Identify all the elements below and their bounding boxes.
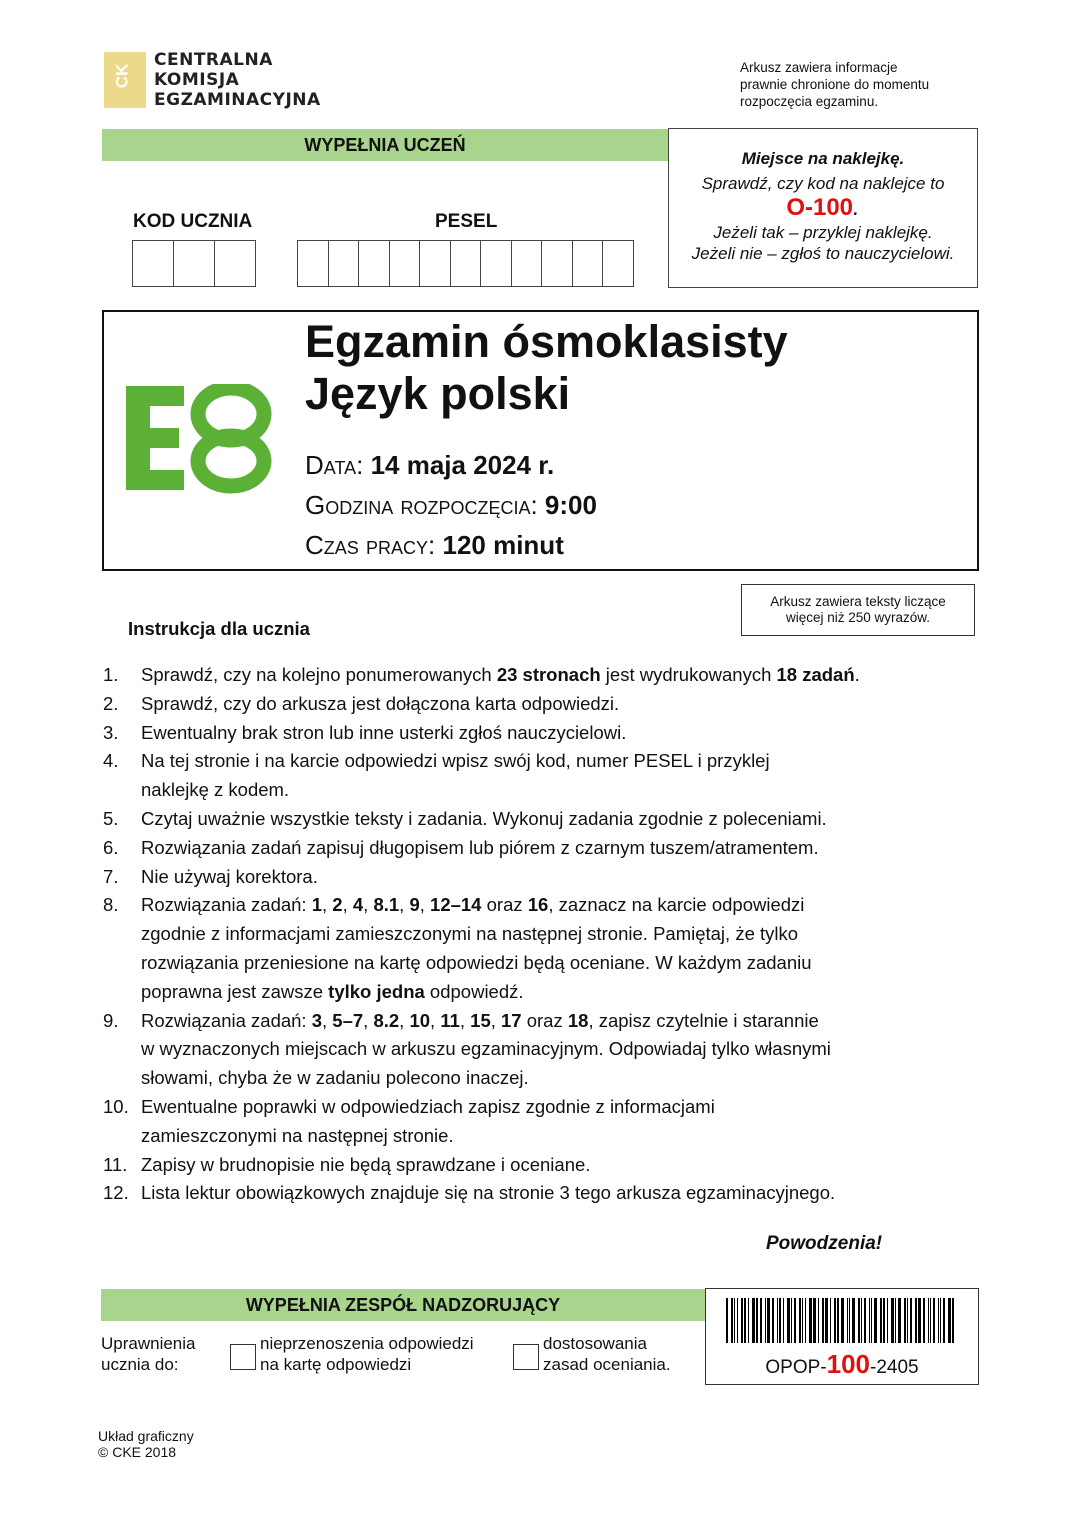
item-number: 10.	[103, 1095, 129, 1117]
text-segment: , zaznacz na karcie odpowiedzi	[548, 894, 805, 916]
barcode-bar	[904, 1298, 906, 1343]
digit-cell[interactable]	[542, 241, 573, 286]
barcode-bar	[918, 1298, 921, 1343]
barcode-bar	[928, 1298, 929, 1343]
instruction-item	[103, 690, 860, 719]
supervisors-section-bar: WYPEŁNIA ZESPÓŁ NADZORUJĄCY	[101, 1289, 705, 1321]
exam-duration: Czas pracy: 120 minut	[305, 530, 564, 560]
e8-logo	[124, 384, 274, 494]
barcode-bar	[910, 1298, 912, 1343]
text-segment: 8.1	[373, 894, 400, 916]
barcode-bar	[874, 1298, 877, 1343]
item-line	[141, 949, 812, 978]
exam-start-time: Godzina rozpoczęcia: 9:00	[305, 490, 597, 520]
barcode-bar	[830, 1298, 831, 1343]
exam-subject: Język polski	[305, 368, 571, 419]
text-segment: Rozwiązania zadań:	[141, 894, 312, 916]
text-segment: 12–14	[430, 894, 482, 916]
item-line	[141, 661, 860, 690]
item-number: 4.	[103, 750, 119, 772]
barcode-bar	[726, 1298, 728, 1343]
text-segment: Na tej stronie i na karcie odpowiedzi wpisz swój kod, numer PESEL i przyklej	[141, 750, 770, 772]
item-line	[141, 1122, 715, 1151]
item-line	[141, 1093, 715, 1122]
barcode-bar	[898, 1298, 901, 1343]
barcode-bar	[847, 1298, 848, 1343]
student-code-label: KOD UCZNIA	[133, 211, 253, 232]
item-number: 11.	[103, 1153, 128, 1175]
student-code-field[interactable]	[132, 240, 256, 287]
student-section-bar: WYPEŁNIA UCZEŃ	[102, 129, 668, 161]
item-line	[141, 776, 770, 805]
entitlements-label: Uprawnienia ucznia do:	[101, 1334, 196, 1374]
text-segment: 18 zadań	[776, 664, 855, 685]
digit-cell[interactable]	[512, 241, 543, 286]
barcode-bar	[787, 1298, 790, 1343]
text-segment: ,	[399, 1009, 410, 1031]
text-segment: oraz	[481, 894, 528, 916]
barcode-bar	[809, 1298, 812, 1343]
sticker-area: Miejsce na naklejkę. Sprawdź, czy kod na naklejce to O-100. Jeżeli tak – przyklej naklejkę. Jeżeli nie – zgłoś to nauczycielowi.	[668, 128, 978, 288]
exam-title: Egzamin ósmoklasisty	[305, 316, 788, 367]
item-number: 12.	[103, 1182, 129, 1204]
barcode-bar	[799, 1298, 801, 1343]
barcode-bar	[858, 1298, 860, 1343]
digit-cell[interactable]	[573, 241, 604, 286]
item-number: 2.	[103, 692, 119, 714]
text-segment: zgodnie z informacjami zamieszczonymi na następnej stronie. Pamiętaj, że tylko	[141, 923, 799, 945]
item-line	[141, 978, 812, 1007]
item-line	[141, 719, 626, 748]
text-segment: 4	[352, 894, 364, 916]
barcode-bar	[852, 1298, 855, 1343]
barcode-bar	[731, 1298, 733, 1343]
barcode-bar	[923, 1298, 925, 1343]
digit-cell[interactable]	[451, 241, 482, 286]
item-line	[141, 1007, 831, 1036]
barcode-bar	[818, 1298, 819, 1343]
closing-text: Powodzenia!	[766, 1233, 883, 1254]
text-segment: naklejkę z kodem.	[141, 779, 290, 801]
digit-cell[interactable]	[133, 241, 174, 286]
pesel-label: PESEL	[435, 211, 498, 232]
item-line	[141, 747, 770, 776]
digit-cell[interactable]	[298, 241, 329, 286]
item-line	[141, 1035, 831, 1064]
digit-cell[interactable]	[329, 241, 360, 286]
item-number: 6.	[103, 836, 119, 858]
text-segment: ,	[322, 1009, 333, 1031]
text-segment: ,	[419, 894, 431, 916]
digit-cell[interactable]	[359, 241, 390, 286]
barcode-bar	[765, 1298, 766, 1343]
pesel-field[interactable]	[297, 240, 634, 287]
option-no-transfer: nieprzenoszenia odpowiedzi na kartę odpowiedzi	[260, 1334, 474, 1374]
text-segment: Zapisy w brudnopisie nie będą sprawdzane i oceniane.	[141, 1153, 591, 1175]
instruction-item	[103, 834, 860, 863]
barcode-box	[705, 1288, 979, 1385]
text-segment: Ewentualne poprawki w odpowiedziach zapisz zgodnie z informacjami	[141, 1095, 715, 1117]
barcode-bar	[752, 1298, 755, 1343]
text-segment: Lista lektur obowiązkowych znajduje się na stronie 3 tego arkusza egzaminacyjnego.	[141, 1182, 836, 1204]
text-segment: 3	[311, 1009, 323, 1031]
barcode-bar	[783, 1298, 784, 1343]
text-segment: 10	[409, 1009, 431, 1031]
digit-cell[interactable]	[390, 241, 421, 286]
barcode-bar	[933, 1298, 935, 1343]
barcode-bar	[813, 1298, 816, 1343]
barcode-bar	[907, 1298, 908, 1343]
instruction-item	[103, 805, 860, 834]
text-segment: 8.2	[373, 1009, 400, 1031]
text-segment: rozwiązania przeniesione na kartę odpowiedzi będą oceniane. W każdym zadaniu	[141, 951, 812, 973]
barcode-bar	[756, 1298, 758, 1343]
text-segment: Rozwiązania zadań:	[141, 1009, 312, 1031]
barcode-bar	[948, 1298, 951, 1343]
text-segment: ,	[342, 894, 353, 916]
barcode-bar	[767, 1298, 770, 1343]
digit-cell[interactable]	[420, 241, 451, 286]
text-segment: poprawna jest zawsze	[141, 980, 329, 1002]
instruction-item	[103, 747, 860, 805]
text-segment: Ewentualny brak stron lub inne usterki zgłoś nauczycielowi.	[141, 721, 627, 743]
word-count-note: Arkusz zawiera teksty liczące więcej niż 250 wyrazów.	[741, 584, 975, 636]
digit-cell[interactable]	[174, 241, 215, 286]
barcode-bar	[741, 1298, 743, 1343]
barcode-bar	[779, 1298, 781, 1343]
barcode-bar	[864, 1298, 866, 1343]
barcode-bar	[825, 1298, 828, 1343]
barcode-bar	[841, 1298, 844, 1343]
text-segment: Sprawdź, czy na kolejno ponumerowanych	[141, 664, 497, 685]
digit-cell[interactable]	[603, 241, 633, 286]
text-segment: ,	[459, 1009, 471, 1031]
instruction-item	[103, 1151, 860, 1180]
text-segment: ,	[490, 1009, 502, 1031]
barcode-bar	[734, 1298, 735, 1343]
barcode-bar	[871, 1298, 872, 1343]
digit-cell[interactable]	[215, 241, 255, 286]
text-segment: odpowiedź.	[424, 980, 524, 1002]
barcode-bar	[883, 1298, 885, 1343]
barcode-number: OPOP-100-2405	[765, 1349, 919, 1379]
text-segment: .	[854, 664, 860, 685]
text-segment: 23 stronach	[496, 664, 601, 685]
barcode-bar	[930, 1298, 931, 1343]
text-segment: ,	[363, 894, 374, 916]
text-segment: 15	[470, 1009, 491, 1031]
option-adapted-grading: dostosowania zasad oceniania.	[543, 1334, 671, 1374]
item-number: 5.	[103, 807, 119, 829]
item-line	[141, 805, 827, 834]
text-segment: słowami, chyba że w zadaniu polecono inaczej.	[141, 1067, 529, 1089]
text-segment: tylko jedna	[328, 980, 425, 1002]
barcode-bar	[794, 1298, 796, 1343]
barcode-bar	[777, 1298, 778, 1343]
text-segment: Sprawdź, czy do arkusza jest dołączona karta odpowiedzi.	[141, 692, 620, 714]
item-number: 7.	[103, 865, 119, 887]
text-segment: 9	[409, 894, 420, 916]
confidentiality-notice: Arkusz zawiera informacje prawnie chronione do momentu rozpoczęcia egzaminu.	[740, 60, 930, 109]
barcode-bar	[805, 1298, 806, 1343]
barcode-bar	[943, 1298, 945, 1343]
item-line	[141, 891, 812, 920]
text-segment: 11	[440, 1009, 460, 1031]
barcode-bar	[760, 1298, 762, 1343]
item-number: 9.	[103, 1009, 119, 1031]
item-line	[141, 690, 619, 719]
item-line	[141, 1064, 831, 1093]
barcode-bar	[748, 1298, 749, 1343]
item-line	[141, 834, 819, 863]
text-segment: Nie używaj korektora.	[141, 865, 318, 887]
instruction-item	[103, 1093, 860, 1151]
item-line	[141, 920, 812, 949]
barcode-bar	[880, 1298, 882, 1343]
cke-logo-text: CENTRALNA KOMISJA EGZAMINACYJNA	[154, 50, 321, 110]
text-segment: oraz	[521, 1009, 568, 1031]
barcode-bar	[887, 1298, 888, 1343]
barcode-bar	[861, 1298, 862, 1343]
instruction-item	[103, 1179, 860, 1208]
item-line	[141, 863, 318, 892]
instruction-item	[103, 891, 860, 1006]
text-segment: 16	[527, 894, 549, 916]
barcode-bar	[849, 1298, 850, 1343]
checkbox-adapted-grading[interactable]	[513, 1344, 539, 1370]
digit-cell[interactable]	[481, 241, 512, 286]
barcode-bar	[895, 1298, 896, 1343]
text-segment: jest wydrukowanych	[600, 664, 777, 685]
cke-logo-mark: CK	[104, 52, 146, 108]
text-segment: , zapisz czytelnie i starannie	[588, 1009, 819, 1031]
instruction-item	[103, 719, 860, 748]
barcode-bar	[869, 1298, 870, 1343]
barcode-bar	[791, 1298, 792, 1343]
barcode-bar	[837, 1298, 839, 1343]
text-segment: ,	[399, 894, 410, 916]
item-number: 3.	[103, 721, 119, 743]
instruction-item	[103, 863, 860, 892]
text-segment: Rozwiązania zadań zapisuj długopisem lub piórem z czarnym tuszem/atramentem.	[141, 836, 819, 858]
barcode-bar	[834, 1298, 836, 1343]
text-segment: w wyznaczonych miejscach w arkuszu egzaminacyjnym. Odpowiadaj tylko własnymi	[141, 1038, 831, 1060]
barcode-bar	[952, 1298, 954, 1343]
barcode-bar	[915, 1298, 917, 1343]
instruction-item	[103, 661, 860, 690]
barcode-bar	[940, 1298, 941, 1343]
barcode-bar	[802, 1298, 803, 1343]
sticker-code: O-100	[786, 194, 854, 221]
text-segment: ,	[363, 1009, 374, 1031]
instruction-item	[103, 1007, 860, 1093]
text-segment: 18	[567, 1009, 589, 1031]
text-segment: ,	[430, 1009, 441, 1031]
barcode-bar	[822, 1298, 824, 1343]
barcode-icon	[726, 1298, 958, 1343]
barcode-bar	[938, 1298, 939, 1343]
barcode-bar	[891, 1298, 894, 1343]
instructions-heading: Instrukcja dla ucznia	[128, 618, 310, 639]
text-segment: Czytaj uważnie wszystkie teksty i zadania. Wykonuj zadania zgodnie z poleceniami.	[141, 807, 827, 829]
item-number: 8.	[103, 894, 119, 916]
text-segment: ,	[322, 894, 333, 916]
barcode-bar	[744, 1298, 746, 1343]
item-line	[141, 1151, 590, 1180]
exam-date: Data: 14 maja 2024 r.	[305, 450, 555, 480]
item-line	[141, 1179, 835, 1208]
text-segment: 5–7	[332, 1009, 364, 1031]
text-segment: zamieszczonymi na następnej stronie.	[141, 1124, 454, 1146]
text-segment: 2	[332, 894, 343, 916]
footer-credits: Układ graficzny © CKE 2018	[98, 1428, 194, 1460]
item-number: 1.	[103, 664, 119, 685]
barcode-bar	[772, 1298, 774, 1343]
text-segment: 17	[501, 1009, 522, 1031]
checkbox-no-transfer[interactable]	[230, 1344, 256, 1370]
text-segment: 1	[311, 894, 323, 916]
instructions-list	[103, 661, 860, 1208]
barcode-bar	[737, 1298, 738, 1343]
